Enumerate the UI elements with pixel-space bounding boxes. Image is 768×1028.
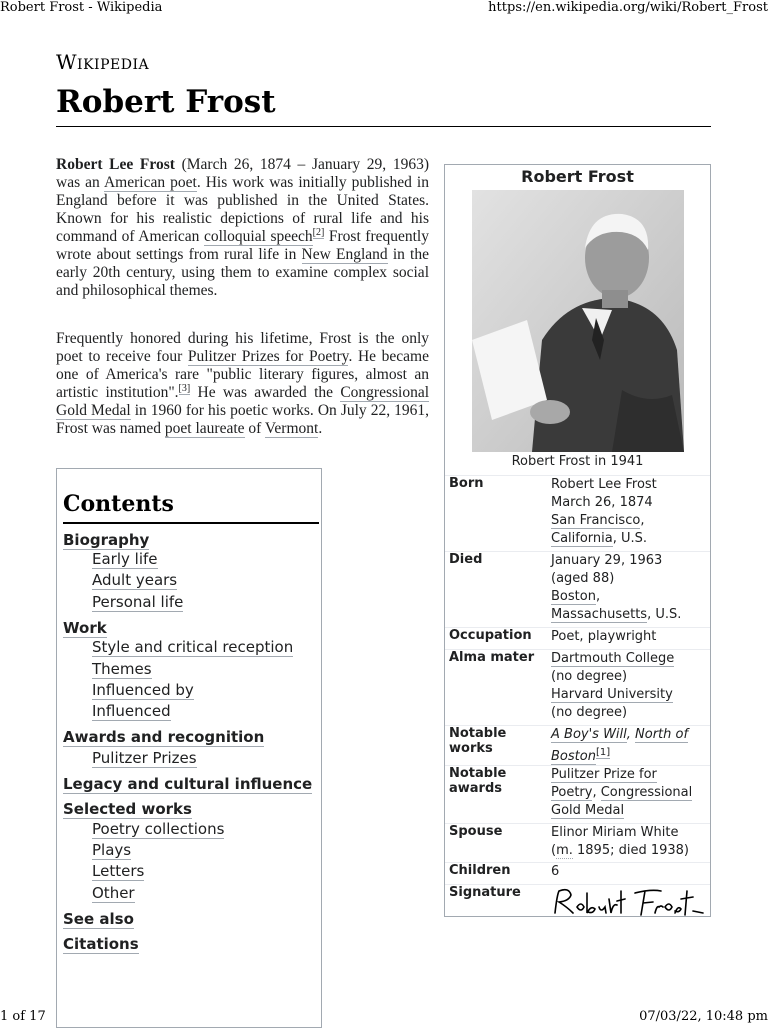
- lead-text: in the early 20th century, using them to examine complex social and philosophical themes.: [56, 246, 429, 299]
- label-line: Notable: [449, 726, 507, 741]
- print-footer-page: 1 of 17: [0, 1009, 46, 1024]
- notable-awards-value: [551, 766, 707, 820]
- toc-item-influenced[interactable]: Influenced: [92, 702, 171, 720]
- link-dartmouth-college[interactable]: Dartmouth College: [551, 651, 675, 666]
- wikipedia-logo[interactable]: Wikipedia: [56, 50, 150, 74]
- children-count: 6: [551, 864, 560, 879]
- toc-item-work[interactable]: Work: [63, 619, 107, 637]
- degree-note: (no degree): [551, 669, 628, 684]
- toc-item-pulitzer-prizes[interactable]: Pulitzer Prizes: [92, 749, 197, 767]
- infobox-row-born: [445, 475, 710, 546]
- toc-item-see-also[interactable]: See also: [63, 910, 134, 928]
- toc-item-letters[interactable]: Letters: [92, 862, 145, 880]
- death-country: , U.S.: [647, 607, 682, 622]
- link-boston[interactable]: Boston: [551, 589, 596, 604]
- link-massachusetts[interactable]: Massachusetts: [551, 607, 648, 622]
- toc-item-citations[interactable]: Citations: [63, 935, 139, 953]
- link-colloquial-speech[interactable]: colloquial speech: [203, 228, 313, 245]
- table-of-contents: [56, 468, 322, 1028]
- subject-name: Robert Lee Frost: [56, 156, 175, 173]
- lead-text: .: [318, 420, 323, 437]
- alma-mater-value: [551, 650, 707, 722]
- toc-divider: [63, 522, 319, 524]
- ref-2[interactable]: [2]: [312, 226, 325, 238]
- link-vermont[interactable]: Vermont: [264, 420, 319, 437]
- birth-country: , U.S.: [612, 531, 648, 546]
- link-congressional-gold-medal[interactable]: Congressional: [600, 785, 693, 800]
- lead-paragraph-1: [56, 156, 429, 300]
- infobox-row-children: [445, 862, 710, 879]
- portrait-image: [472, 190, 684, 452]
- children-value: [551, 863, 707, 881]
- children-label: Children: [449, 863, 511, 878]
- birth-name: Robert Lee Frost: [551, 477, 657, 492]
- born-label: Born: [449, 476, 484, 491]
- birth-date: March 26, 1874: [551, 495, 653, 510]
- print-header-url: https://en.wikipedia.org/wiki/Robert_Frost: [488, 0, 768, 15]
- toc-item-other[interactable]: Other: [92, 884, 135, 902]
- lead-text: Frequently honored during his lifetime, Frost is the only poet to receive four: [56, 330, 429, 365]
- lead-paragraph-2: [56, 330, 429, 438]
- infobox-row-died: [445, 551, 710, 622]
- toc-item-influenced-by[interactable]: Influenced by: [92, 681, 194, 699]
- toc-item-style-and-critical-reception[interactable]: Style and critical reception: [92, 638, 294, 656]
- lead-text: . He became one of America's rare "public literary figures, almost an artistic institution".: [56, 348, 429, 401]
- occupation-label: Occupation: [449, 628, 532, 643]
- toc-title: Contents: [63, 491, 174, 517]
- death-date: January 29, 1963: [551, 553, 663, 568]
- infobox-row-alma-mater: [445, 649, 710, 720]
- link-congressional-gold-medal[interactable]: Gold Medal: [551, 803, 625, 818]
- link-pulitzer-prize-poetry[interactable]: Poetry: [551, 785, 593, 800]
- died-value: [551, 552, 707, 624]
- link-congressional-gold-medal[interactable]: Congressional Gold Medal: [56, 384, 429, 419]
- toc-item-biography[interactable]: Biography: [63, 531, 150, 549]
- lead-text: (March 26, 1874 – January 29, 1963) was an: [56, 156, 430, 191]
- toc-item-early-life[interactable]: Early life: [92, 550, 158, 568]
- spouse-label: Spouse: [449, 824, 503, 839]
- print-footer-timestamp: 07/03/22, 10:48 pm: [639, 1009, 768, 1024]
- link-american-poet[interactable]: American poet: [103, 174, 197, 191]
- toc-item-awards-and-recognition[interactable]: Awards and recognition: [63, 728, 265, 746]
- infobox-title: Robert Frost: [521, 167, 634, 186]
- infobox-row-notable-works: [445, 725, 710, 765]
- link-san-francisco[interactable]: San Francisco: [551, 513, 641, 528]
- sep: ,: [595, 589, 601, 604]
- photo-caption: Robert Frost in 1941: [511, 454, 644, 469]
- paren: (: [551, 843, 557, 858]
- alma-mater-label: Alma mater: [449, 650, 535, 665]
- portrait-photo[interactable]: [472, 190, 684, 452]
- signature-drawing: [551, 885, 707, 919]
- lead-text: in 1960 for his poetic works. On July 22, 1961, Frost was named: [56, 402, 429, 437]
- ref-1[interactable]: [1]: [595, 747, 611, 758]
- lead-text: . His work was initially published in England before it was published in the United States. Known for his realistic depictions of rural life and his command of American: [56, 174, 429, 245]
- toc-item-poetry-collections[interactable]: Poetry collections: [92, 820, 225, 838]
- degree-note: (no degree): [551, 705, 628, 720]
- link-north-of-boston[interactable]: North of: [635, 727, 689, 742]
- title-divider: [56, 126, 711, 127]
- death-age: (aged 88): [551, 571, 615, 586]
- notable-works-value: [551, 726, 707, 766]
- spouse-value: [551, 824, 707, 860]
- toc-item-plays[interactable]: Plays: [92, 841, 132, 859]
- infobox: [444, 164, 711, 917]
- infobox-row-notable-awards: [445, 765, 710, 818]
- link-poet-laureate[interactable]: poet laureate: [164, 420, 245, 437]
- infobox-row-spouse: [445, 823, 710, 858]
- sep: ,: [592, 785, 601, 800]
- signature-label: Signature: [449, 885, 521, 900]
- link-california[interactable]: California: [551, 531, 613, 546]
- lead-text: Frost frequently wrote about settings from rural life in: [56, 228, 429, 263]
- died-label: Died: [449, 552, 483, 567]
- notable-awards-label: [449, 766, 506, 796]
- toc-item-themes[interactable]: Themes: [92, 660, 152, 678]
- link-pulitzer-prize-poetry[interactable]: Pulitzer Prize for: [551, 767, 657, 782]
- label-line: works: [449, 741, 493, 756]
- toc-item-selected-works[interactable]: Selected works: [63, 800, 192, 818]
- signature-image[interactable]: [551, 885, 707, 919]
- lead-text: of: [244, 420, 265, 437]
- marriage-years: 1895; died 1938): [572, 843, 690, 858]
- sep: ,: [640, 513, 645, 528]
- notable-works-label: [449, 726, 506, 756]
- infobox-row-occupation: [445, 627, 710, 644]
- born-value: [551, 476, 707, 548]
- print-header-title: Robert Frost - Wikipedia: [0, 0, 163, 15]
- toc-item-legacy-and-cultural-influence[interactable]: Legacy and cultural influence: [63, 775, 313, 793]
- link-a-boys-will[interactable]: A Boy's Will: [551, 727, 627, 742]
- label-line: awards: [449, 781, 503, 796]
- occupation-value: [551, 628, 707, 646]
- toc-item-personal-life[interactable]: Personal life: [92, 593, 184, 611]
- link-north-of-boston[interactable]: Boston: [551, 749, 596, 765]
- link-pulitzer-prizes[interactable]: Pulitzer Prizes for Poetry: [187, 348, 349, 365]
- ref-3[interactable]: [3]: [178, 382, 191, 394]
- page-title: Robert Frost: [56, 84, 276, 120]
- spouse-name: Elinor Miriam White: [551, 825, 679, 840]
- link-harvard-university[interactable]: Harvard University: [551, 687, 673, 702]
- infobox-row-signature: [445, 884, 710, 900]
- toc-item-adult-years[interactable]: Adult years: [92, 571, 178, 589]
- sep: ,: [626, 727, 636, 742]
- occupation-text: Poet, playwright: [551, 629, 657, 644]
- lead-text: He was awarded the: [190, 384, 341, 401]
- married-abbr[interactable]: m.: [556, 843, 573, 858]
- link-new-england[interactable]: New England: [301, 246, 388, 263]
- label-line: Notable: [449, 766, 507, 781]
